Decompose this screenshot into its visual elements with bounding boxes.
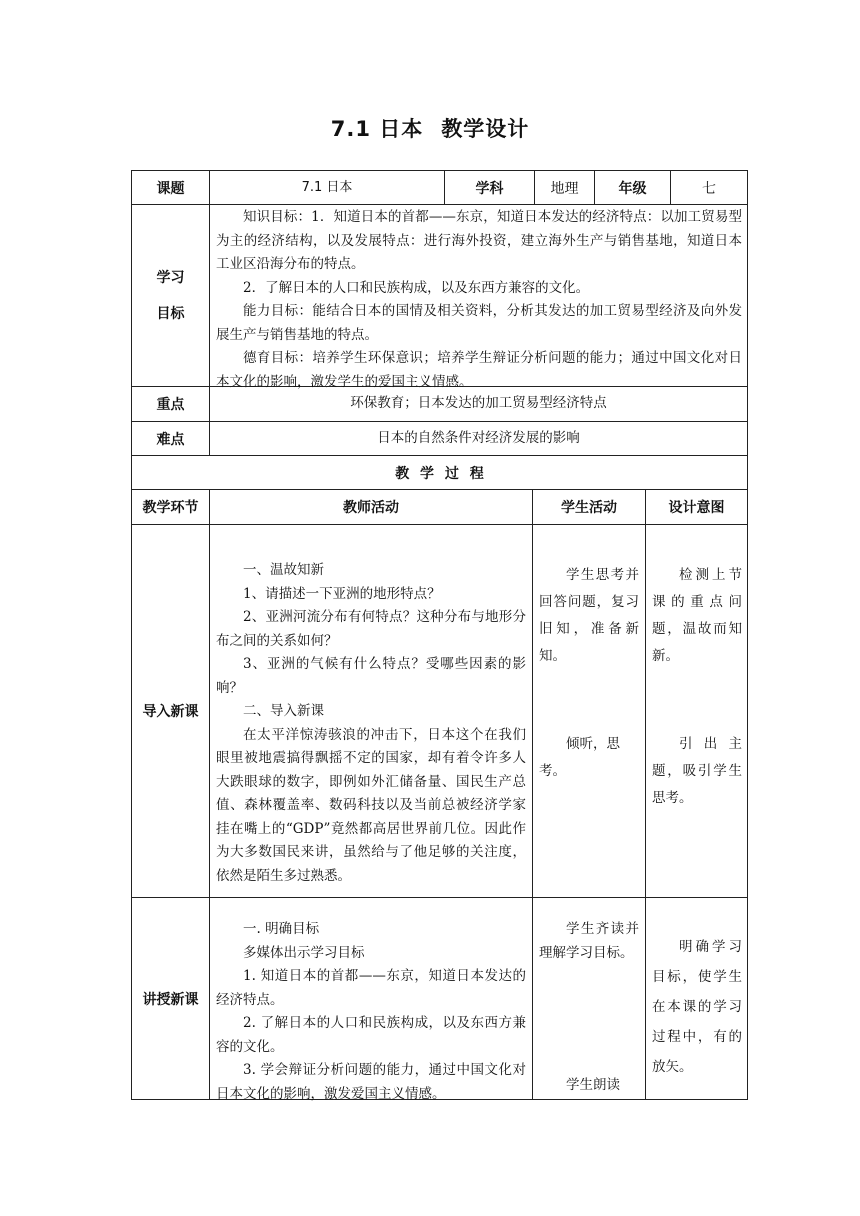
col-student-header: 学生活动 — [561, 500, 617, 516]
teacher-line: 3. 学会辩证分析问题的能力，通过中国文化对日本文化的影响，激发爱国主义情感。 — [216, 1062, 526, 1102]
teacher-line: 在太平洋惊涛骇浪的冲击下，日本这个在我们眼里被地震搞得飘摇不定的国家，却有着令许多人大跌眼球的数字，即例如外汇储备量、国民生产总值、森林覆盖率、数码科技以及当前总被经济学家挂在嘴上的“GDP”竟然都高居世界前几位。因此作为大多数国民来讲，虽然给与了他足够的关注度，依然是陌生多过熟悉。 — [216, 726, 526, 884]
student-activity-intro-b — [539, 731, 639, 785]
student-text: 学生齐读并理解学习目标。 — [539, 921, 639, 961]
grade-label: 年级 — [618, 180, 647, 197]
subject-value: 地理 — [550, 180, 579, 197]
intent-text: 检测上节课的重点问题，温故而知新。 — [652, 567, 742, 664]
teacher-line: 一、温故知新 — [243, 562, 324, 578]
student-activity-new-b — [539, 1074, 639, 1098]
col-stage-header: 教学环节 — [142, 500, 199, 516]
student-text: 学生思考并回答问题，复习旧知，准备新知。 — [539, 567, 639, 664]
goal-knowledge-2: 2．了解日本的人口和民族构成，以及东西方兼容的文化。 — [243, 279, 590, 296]
page-title: 7.1 日本 教学设计 — [330, 117, 530, 141]
goal-knowledge: 知识目标：1．知道日本的首都——东京，知道日本发达的经济特点：以加工贸易型为主的经济结构，以及发展特点：进行海外投资，建立海外生产与销售基地，知道日本工业区沿海分布的特点。 — [216, 209, 742, 272]
student-activity-intro-a — [539, 562, 639, 670]
student-text: 倾听，思考。 — [539, 736, 620, 779]
key-point-label: 重点 — [156, 397, 185, 413]
stage-new-lesson: 讲授新课 — [142, 991, 199, 1008]
teacher-activity-new — [216, 918, 526, 1106]
student-text: 学生朗读 — [566, 1077, 620, 1093]
teacher-line: 3、亚洲的气候有什么特点？受哪些因素的影响？ — [216, 656, 526, 696]
teacher-line: 二、导入新课 — [243, 703, 324, 719]
key-point-value: 环保教育；日本发达的加工贸易型经济特点 — [350, 395, 607, 412]
teacher-line: 1、请描述一下亚洲的地形特点？ — [243, 585, 441, 602]
subject-label: 学科 — [475, 180, 504, 197]
teacher-line: 多媒体出示学习目标 — [243, 944, 365, 961]
teacher-line: 2、亚洲河流分布有何特点？这种分布与地形分布之间的关系如何？ — [216, 609, 526, 649]
intent-intro-b — [652, 731, 742, 812]
intent-text: 引出主题，吸引学生思考。 — [652, 736, 742, 806]
subject-topic-value: 7.1 日本 — [301, 179, 353, 195]
subject-topic-label: 课题 — [156, 180, 185, 197]
teacher-line: 1. 知道日本的首都——东京，知道日本发达的经济特点。 — [216, 968, 526, 1008]
col-intent-header: 设计意图 — [668, 500, 725, 516]
teacher-activity-intro — [216, 559, 526, 888]
col-teacher-header: 教师活动 — [343, 500, 399, 516]
teacher-line: 2. 了解日本的人口和民族构成，以及东西方兼容的文化。 — [216, 1015, 526, 1055]
intent-intro-a — [652, 562, 742, 670]
goals-text — [216, 206, 742, 390]
stage-intro: 导入新课 — [142, 704, 199, 720]
goals-label: 学习 目标 — [156, 269, 185, 322]
process-header: 教 学 过 程 — [395, 465, 484, 482]
student-activity-new-a — [539, 918, 639, 965]
difficulty-label: 难点 — [156, 431, 185, 448]
goal-ability: 能力目标：能结合日本的国情及相关资料，分析其发达的加工贸易型经济及向外发展生产与销售基地的特点。 — [216, 303, 742, 343]
goal-moral: 德育目标：培养学生环保意识；培养学生辩证分析问题的能力；通过中国文化对日本文化的影响，激发学生的爱国主义情感。 — [216, 350, 742, 390]
intent-new — [652, 932, 742, 1082]
teacher-line: 一. 明确目标 — [243, 921, 320, 937]
grade-value: 七 — [702, 180, 716, 197]
intent-text: 明确学习目标，使学生在本课的学习过程中，有的放矢。 — [652, 939, 742, 1075]
difficulty-value: 日本的自然条件对经济发展的影响 — [377, 429, 580, 446]
